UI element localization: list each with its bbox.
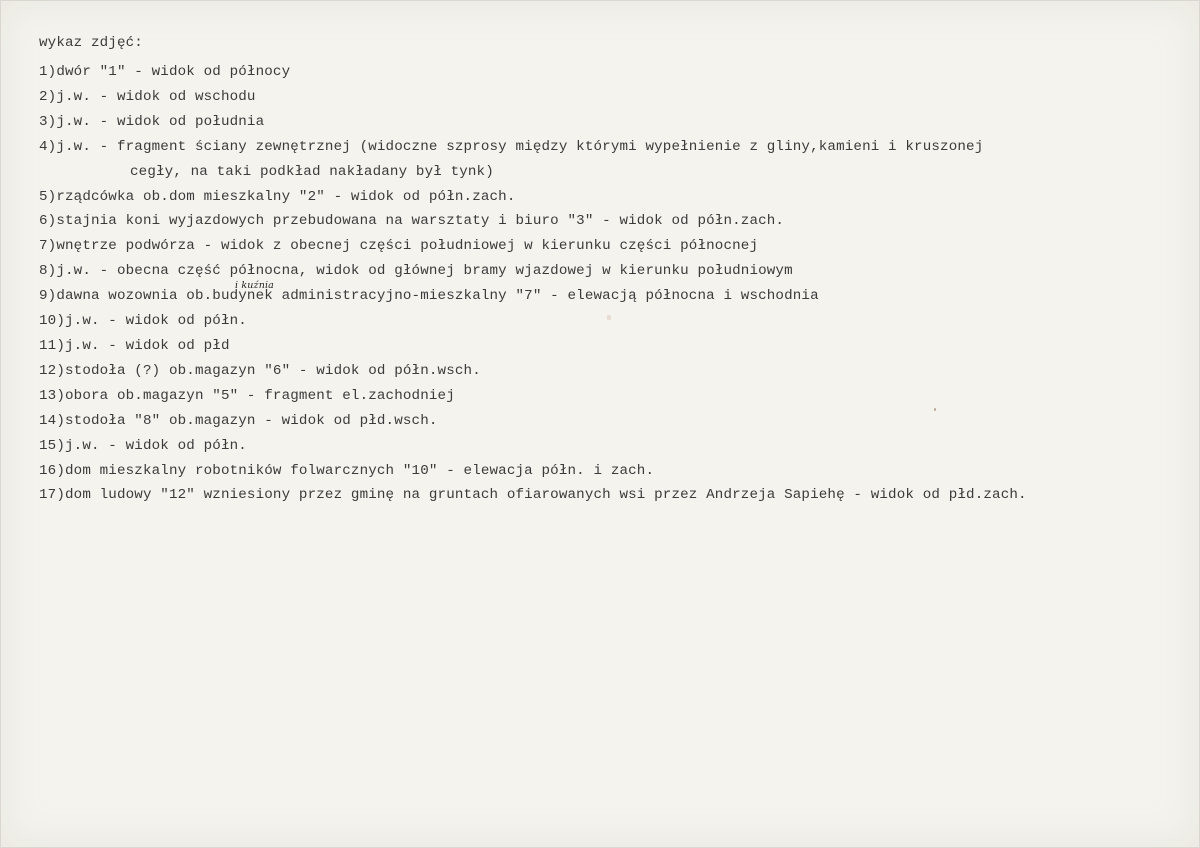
page-title: wykaz zdjęć: [39,35,143,51]
list-item [39,185,1027,210]
list-item [39,459,1027,484]
list-item [39,280,1027,309]
item-text: 15)j.w. - widok od półn. [39,437,247,454]
list-item [39,259,1027,284]
list-item [39,384,1027,409]
item-text: 17)dom ludowy "12" wzniesiony przez gminę na gruntach ofiarowanych wsi przez Andrzeja Sapiehę - widok od płd.zach. [39,487,1027,504]
item-text: 6)stajnia koni wyjazdowych przebudowana na warsztaty i biuro "3" - widok od półn.zach. [39,213,785,230]
item-text: 9)dawna wozownia ob.budynek administracyjno-mieszkalny "7" - elewacją północna i wschodnia [39,288,819,305]
item-text: 3)j.w. - widok od południa [39,113,265,130]
item-text: 4)j.w. - fragment ściany zewnętrznej (widoczne szprosy między którymi wypełnienie z gliny,kamieni i kruszonej [39,138,984,155]
item-text: 2)j.w. - widok od wschodu [39,88,256,105]
list-item [39,110,1027,135]
list-item [39,334,1027,359]
handwritten-annotation: i kuźnia [235,280,274,292]
item-text: 16)dom mieszkalny robotników folwarcznych "10" - elewacja półn. i zach. [39,462,655,479]
item-text: 8)j.w. - obecna część północna, widok od głównej bramy wjazdowej w kierunku południowym [39,263,793,280]
item-text: 12)stodoła (?) ob.magazyn "6" - widok od półn.wsch. [39,362,481,379]
paper-speck [934,408,936,411]
paper-speck [607,315,611,320]
list-item [39,409,1027,434]
item-text: 7)wnętrze podwórza - widok z obecnej części południowej w kierunku części północnej [39,238,759,255]
item-text: 13)obora ob.magazyn "5" - fragment el.zachodniej [39,387,455,404]
list-item [39,234,1027,259]
item-text: 14)stodoła "8" ob.magazyn - widok od płd.wsch. [39,412,438,429]
item-text: 5)rządcówka ob.dom mieszkalny "2" - widok od półn.zach. [39,188,516,205]
list-item [39,309,1027,334]
photo-list [39,60,1027,508]
list-item [39,483,1027,508]
list-item [39,135,1027,185]
item-text: 10)j.w. - widok od półn. [39,313,247,330]
item-continuation: cegły, na taki podkład nakładany był tynk) [130,163,494,180]
list-item [39,359,1027,384]
item-text: 11)j.w. - widok od płd [39,337,230,354]
list-item [39,434,1027,459]
list-item [39,60,1027,85]
list-item [39,209,1027,234]
list-item [39,85,1027,110]
item-text: 1)dwór "1" - widok od północy [39,64,291,80]
